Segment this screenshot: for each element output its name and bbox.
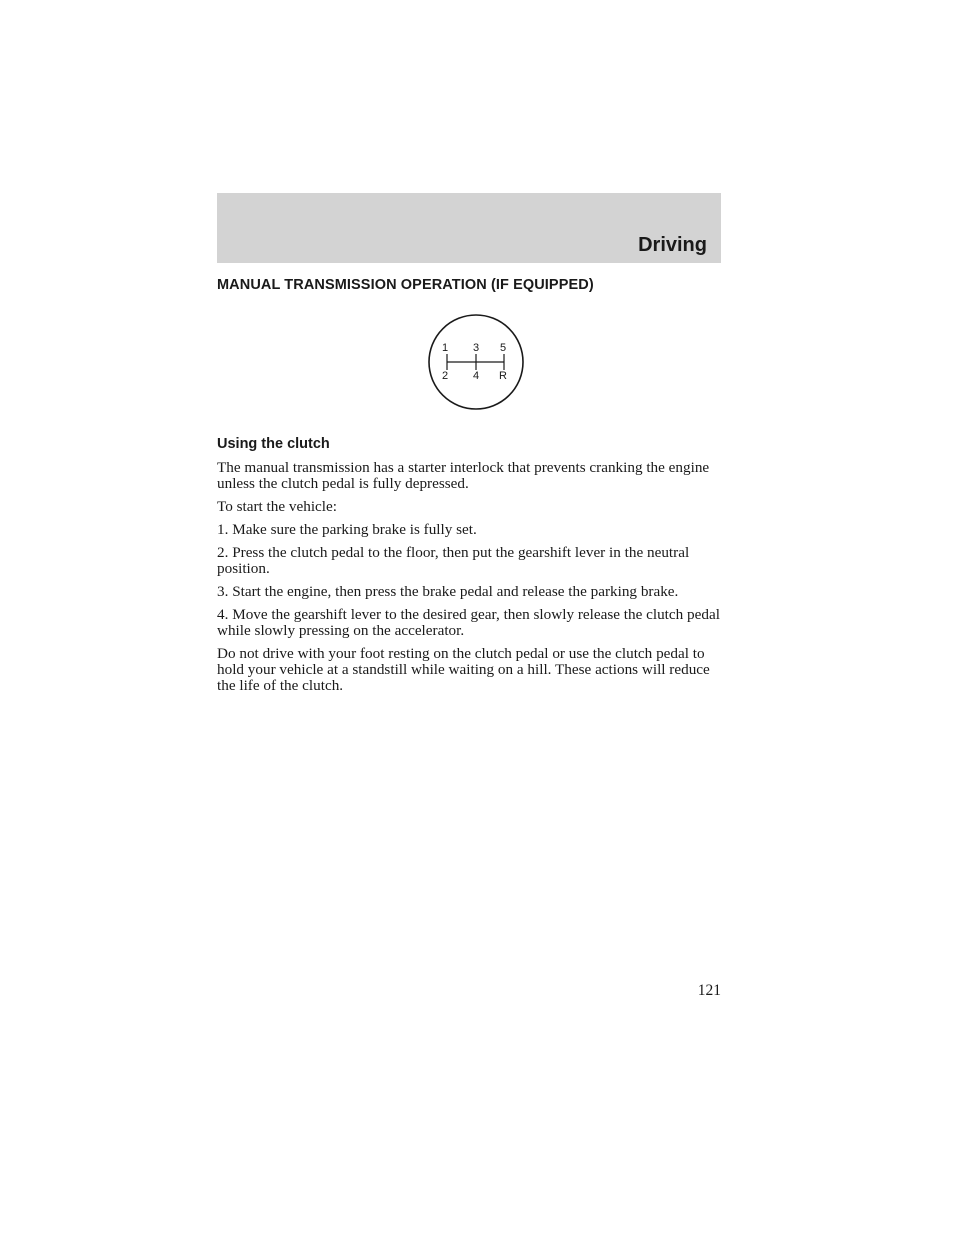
- paragraph: To start the vehicle:: [217, 498, 337, 515]
- clutch-heading: Using the clutch: [217, 436, 330, 452]
- gear-label-top-center: 3: [472, 342, 480, 354]
- list-item: 1. Make sure the parking brake is fully set.: [217, 521, 477, 538]
- page-number: 121: [697, 982, 721, 999]
- section-title: Driving: [638, 234, 707, 256]
- section-heading: MANUAL TRANSMISSION OPERATION (IF EQUIPPED): [217, 277, 594, 293]
- list-item: 3. Start the engine, then press the brake pedal and release the parking brake.: [217, 583, 679, 600]
- gear-label-bottom-left: 2: [441, 370, 449, 382]
- gear-label-bottom-right: R: [499, 370, 507, 382]
- shift-pattern-diagram: [426, 312, 526, 412]
- paragraph: The manual transmission has a starter interlock that prevents cranking the engine unless the clutch pedal is fully depressed.: [217, 459, 710, 492]
- gear-label-top-right: 5: [499, 342, 507, 354]
- clutch-body: [217, 460, 721, 701]
- gear-label-top-left: 1: [441, 342, 449, 354]
- paragraph: Do not drive with your foot resting on the clutch pedal or use the clutch pedal to hold your vehicle at a standstill while waiting on a hill. These actions will reduce the life of the clutch.: [217, 645, 710, 694]
- gear-label-bottom-center: 4: [472, 370, 480, 382]
- list-item: 2. Press the clutch pedal to the floor, then put the gearshift lever in the neutral position.: [217, 544, 690, 577]
- section-header-band: [217, 193, 721, 263]
- list-item: 4. Move the gearshift lever to the desired gear, then slowly release the clutch pedal while slowly pressing on the accelerator.: [217, 606, 720, 639]
